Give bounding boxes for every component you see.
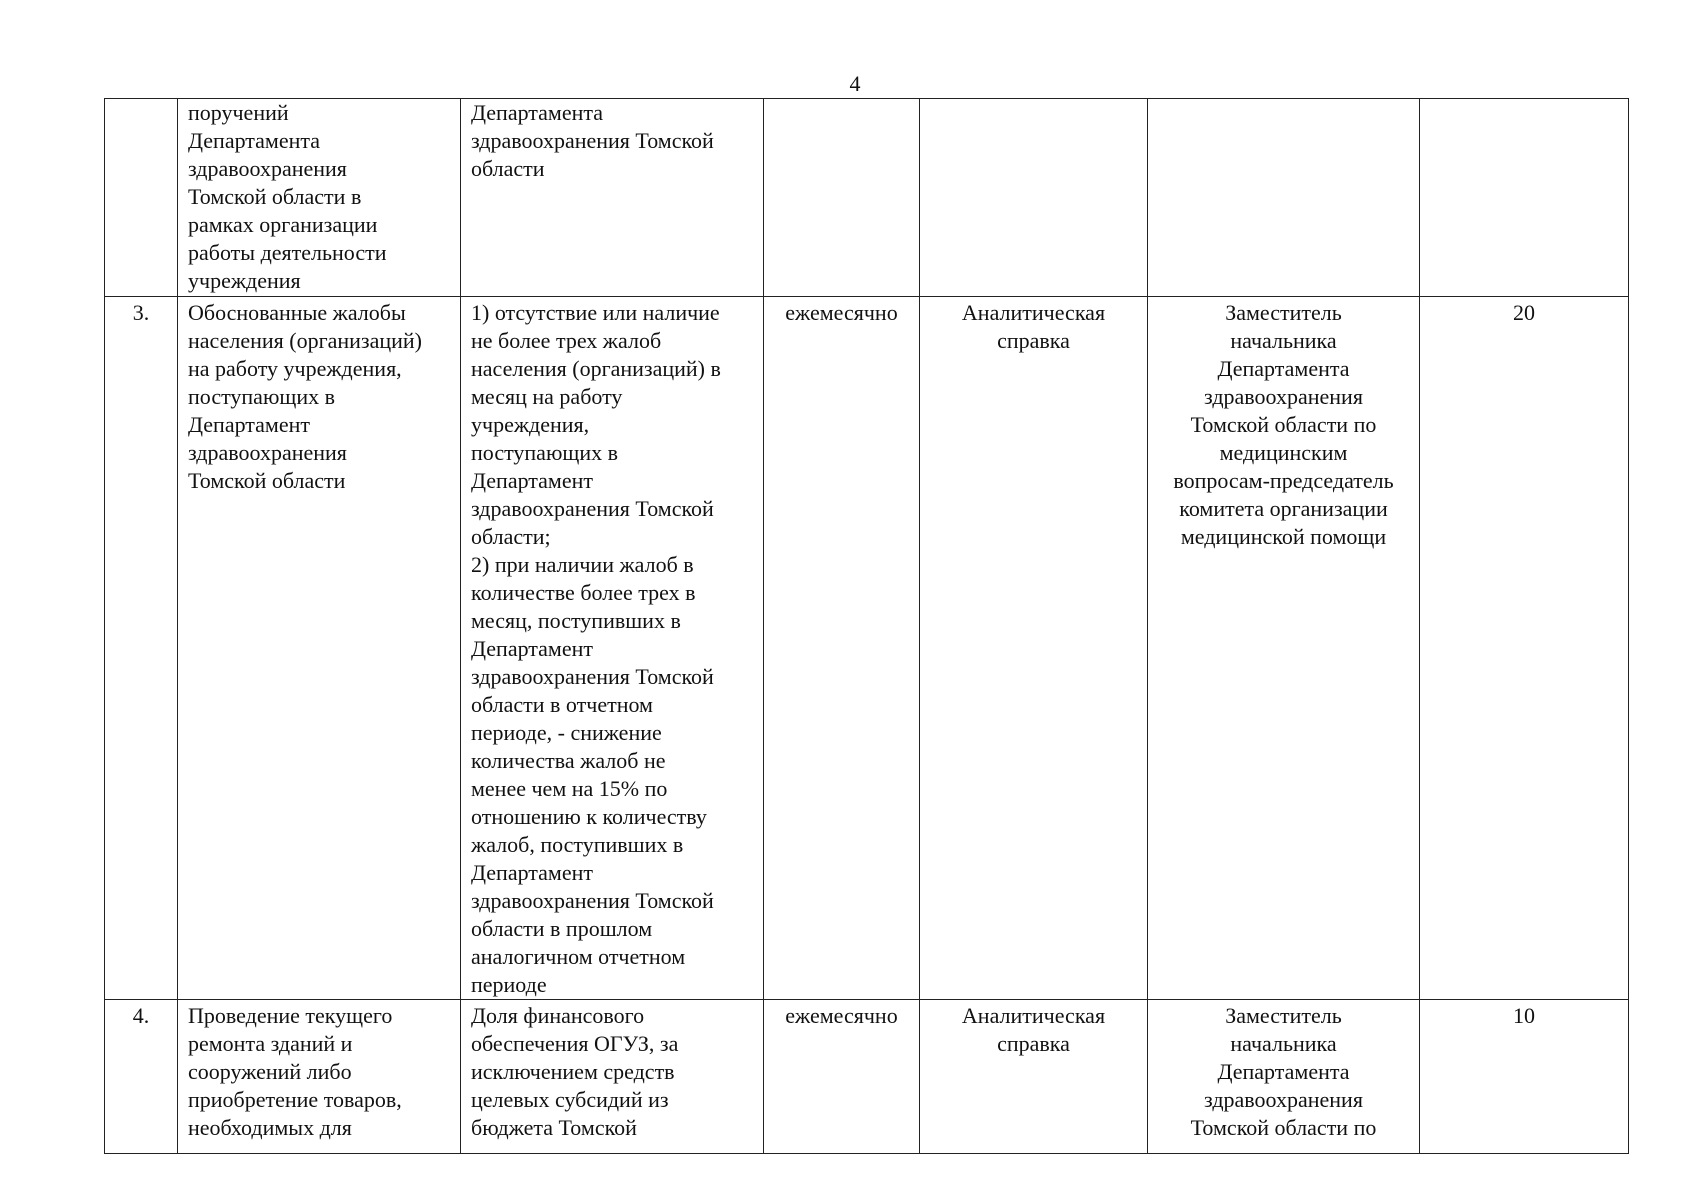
responsible-cell	[1148, 99, 1420, 297]
row-number-cell	[105, 99, 178, 297]
period-cell: ежемесячно	[764, 1000, 920, 1154]
responsible-cell: Заместитель начальника Департамента здравоохранения Томской области по медицинским вопросам-председатель комитета организации медицинской помощи	[1148, 297, 1420, 1000]
report-form-cell	[920, 99, 1148, 297]
score-cell: 10	[1420, 1000, 1629, 1154]
responsible-cell: Заместитель начальника Департамента здравоохранения Томской области по	[1148, 1000, 1420, 1154]
report-form-cell: Аналитическая справка	[920, 1000, 1148, 1154]
row-number-cell: 4.	[105, 1000, 178, 1154]
condition-cell: Доля финансового обеспечения ОГУЗ, за исключением средств целевых субсидий из бюджета Томской	[461, 1000, 764, 1154]
score-cell	[1420, 99, 1629, 297]
condition-cell: 1) отсутствие или наличие не более трех жалоб населения (организаций) в месяц на работу учреждения, поступающих в Департамент здравоохранения Томской области; 2) при наличии жалоб в количестве более трех в месяц, поступивших в Департамент здравоохранения Томской области в отчетном периоде, - снижение количества жалоб не менее чем на 15% по отношению к количеству жалоб, поступивших в Департамент здравоохранения Томской области в прошлом аналогичном отчетном периоде	[461, 297, 764, 1000]
table-row	[105, 1000, 1629, 1154]
criterion-cell: Проведение текущего ремонта зданий и сооружений либо приобретение товаров, необходимых для	[178, 1000, 461, 1154]
criterion-cell: Обоснованные жалобы населения (организаций) на работу учреждения, поступающих в Департамент здравоохранения Томской области	[178, 297, 461, 1000]
period-cell	[764, 99, 920, 297]
condition-cell: Департамента здравоохранения Томской области	[461, 99, 764, 297]
table-row	[105, 99, 1629, 297]
page-number: 4	[849, 71, 861, 96]
table-row	[105, 297, 1629, 1000]
criterion-cell: поручений Департамента здравоохранения Томской области в рамках организации работы деятельности учреждения	[178, 99, 461, 297]
score-cell: 20	[1420, 297, 1629, 1000]
row-number-cell: 3.	[105, 297, 178, 1000]
criteria-table	[104, 98, 1629, 1154]
period-cell: ежемесячно	[764, 297, 920, 1000]
report-form-cell: Аналитическая справка	[920, 297, 1148, 1000]
